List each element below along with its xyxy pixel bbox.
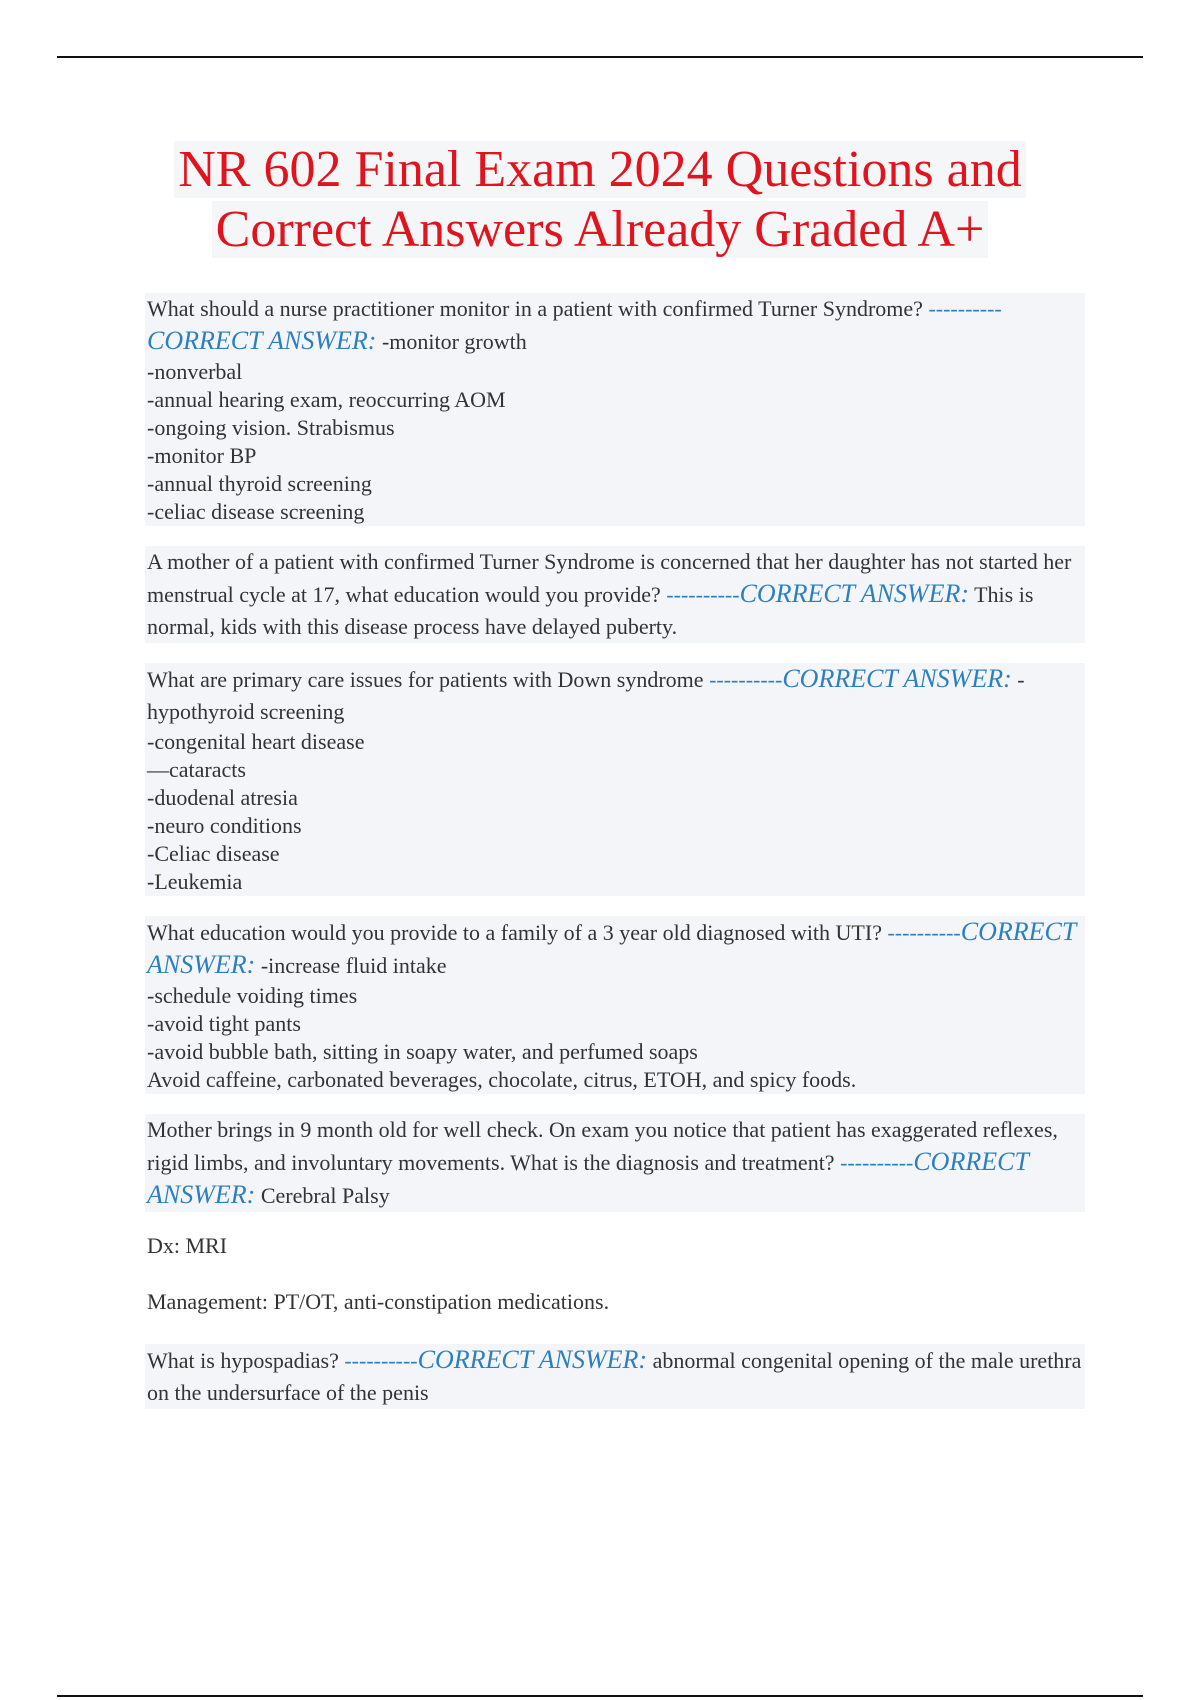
- answer-line: -monitor BP: [147, 443, 257, 468]
- answer-line: -celiac disease screening: [147, 499, 365, 524]
- title-line-1: NR 602 Final Exam 2024 Questions and: [174, 141, 1026, 198]
- answer-line: -congenital heart disease: [147, 729, 365, 754]
- question-text: Mother brings in 9 month old for well check. On exam you notice that patient has exaggerated reflexes, rigid limbs, and involuntary movements. What is the diagnosis and treatment?: [147, 1117, 1058, 1175]
- qa-item-3: [145, 663, 1085, 896]
- correct-answer-label: CORRECT ANSWER:: [417, 1345, 648, 1374]
- separator: ----------: [887, 920, 961, 945]
- answer-line: -annual thyroid screening: [147, 471, 372, 496]
- answer-line: -ongoing vision. Strabismus: [147, 415, 395, 440]
- qa-item-4: [145, 916, 1085, 1094]
- answer-line: -avoid tight pants: [147, 1011, 301, 1036]
- separator: ----------: [840, 1150, 914, 1175]
- answer-text: -increase fluid intake: [260, 953, 447, 978]
- title-line-2: Correct Answers Already Graded A+: [212, 201, 989, 258]
- answer-line: Avoid caffeine, carbonated beverages, chocolate, citrus, ETOH, and spicy foods.: [147, 1067, 857, 1092]
- answer-text: -monitor growth: [381, 329, 527, 354]
- qa-item-5: [145, 1114, 1085, 1212]
- question-text: What should a nurse practitioner monitor in a patient with confirmed Turner Syndrome?: [147, 296, 923, 321]
- separator: ----------: [928, 296, 1002, 321]
- top-rule: [57, 56, 1143, 58]
- answer-line: -Leukemia: [147, 869, 243, 894]
- answer-text: abnormal congenital opening of the male urethra on the undersurface of the penis: [147, 1348, 1082, 1405]
- answer-line: -neuro conditions: [147, 813, 302, 838]
- bottom-rule: [57, 1695, 1143, 1697]
- qa-list: [145, 293, 1085, 1429]
- answer-line: -annual hearing exam, reoccurring AOM: [147, 387, 506, 412]
- answer-line: -nonverbal: [147, 359, 243, 384]
- correct-answer-label: CORRECT ANSWER:: [739, 579, 969, 608]
- answer-line: -Celiac disease: [147, 841, 280, 866]
- correct-answer-label: CORRECT ANSWER:: [782, 664, 1012, 693]
- separator: ----------: [709, 667, 783, 692]
- qa-item-1: [145, 293, 1085, 526]
- management-line: Management: PT/OT, anti-constipation medications.: [147, 1289, 610, 1314]
- question-text: What is hypospadias?: [147, 1348, 339, 1373]
- answer-line: -avoid bubble bath, sitting in soapy water, and perfumed soaps: [147, 1039, 698, 1064]
- answer-line: -schedule voiding times: [147, 983, 358, 1008]
- question-text: What are primary care issues for patients with Down syndrome: [147, 667, 704, 692]
- answer-text: Cerebral Palsy: [260, 1183, 390, 1208]
- correct-answer-label: CORRECT ANSWER:: [147, 917, 1076, 979]
- answer-line: -duodenal atresia: [147, 785, 298, 810]
- page-title: [0, 140, 1200, 260]
- correct-answer-label: CORRECT ANSWER:: [147, 1147, 1029, 1209]
- correct-answer-label: CORRECT ANSWER:: [147, 326, 377, 355]
- separator: ----------: [666, 582, 740, 607]
- qa-item-2: [145, 546, 1085, 643]
- question-text: A mother of a patient with confirmed Turner Syndrome is concerned that her daughter has not started her menstrual cycle at 17, what education would you provide?: [147, 549, 1072, 607]
- qa-item-6: [145, 1344, 1085, 1409]
- separator: ----------: [344, 1348, 418, 1373]
- answer-text: -hypothyroid screening: [147, 667, 1025, 724]
- answer-line: —cataracts: [147, 757, 246, 782]
- diagnosis-line: Dx: MRI: [147, 1233, 228, 1258]
- answer-text: This is normal, kids with this disease process have delayed puberty.: [147, 582, 1034, 639]
- question-text: What education would you provide to a family of a 3 year old diagnosed with UTI?: [147, 920, 882, 945]
